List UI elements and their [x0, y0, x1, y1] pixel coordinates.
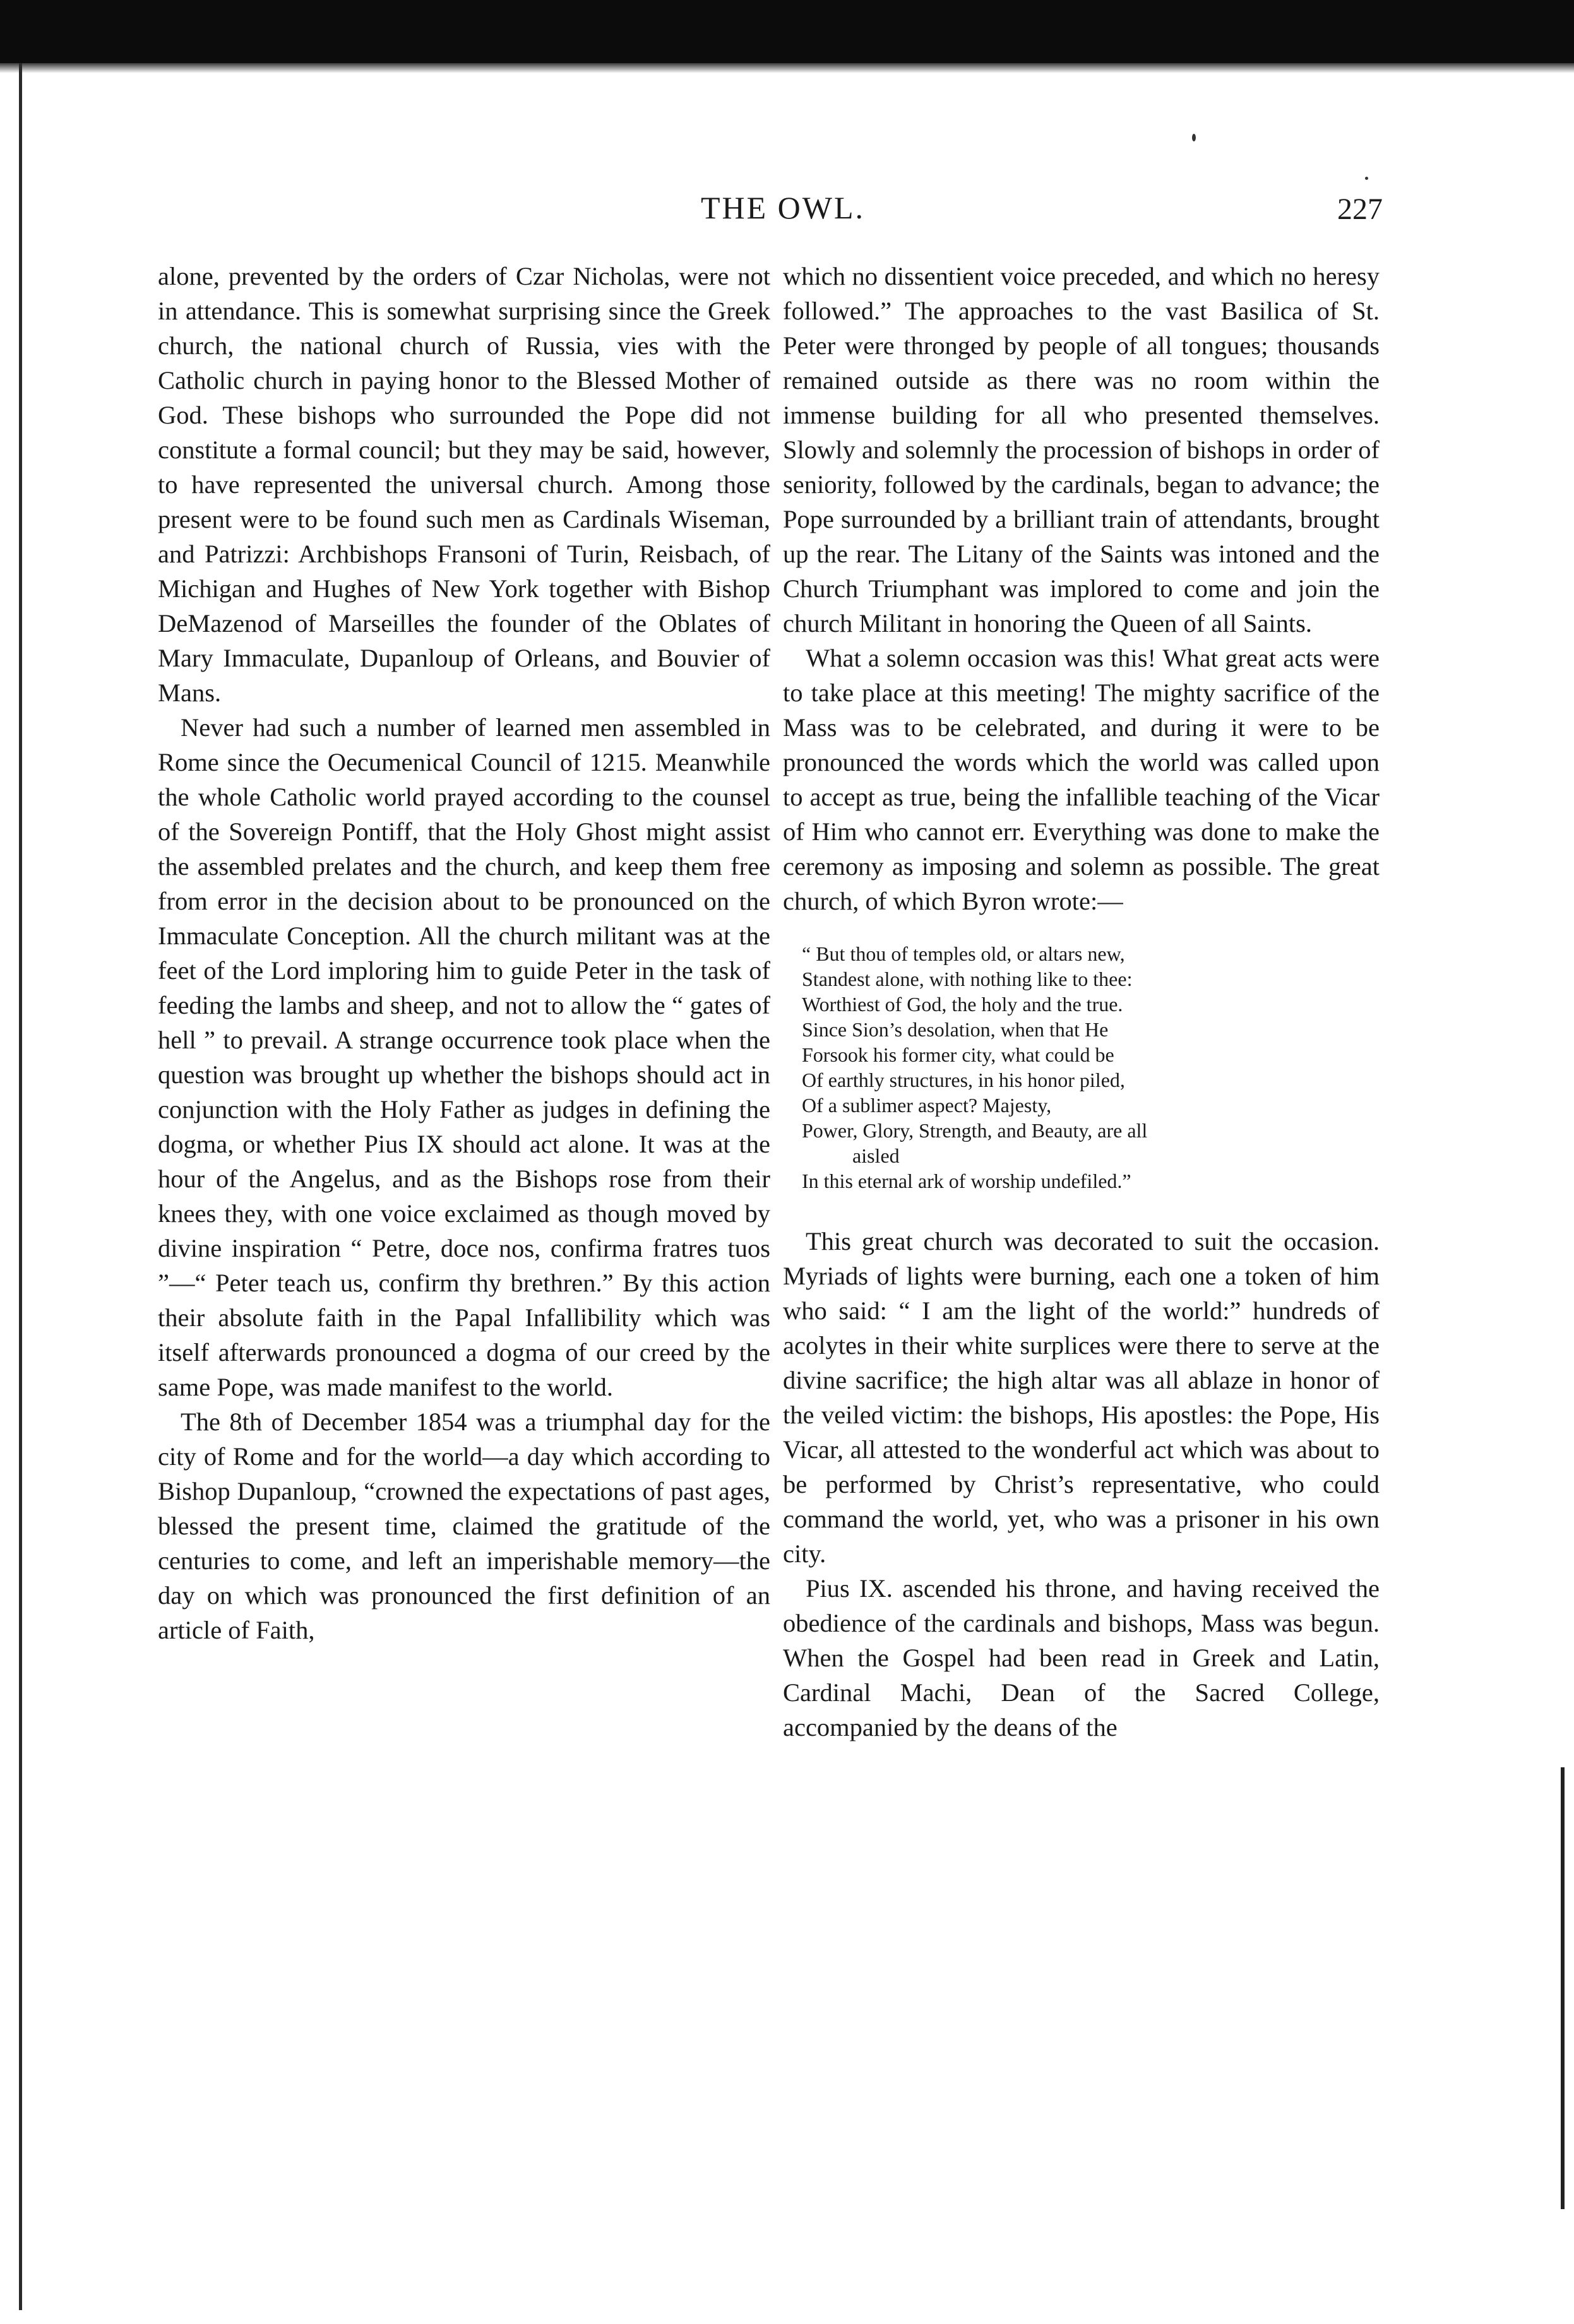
paragraph: Pius IX. ascended his throne, and having received the obedience of the cardinals and bishops, Mass was begun. When the Gospel had been read in Greek and Latin, Cardinal Machi, Dean of the Sacred College, accompanied by the deans of the: [783, 1574, 1380, 1741]
verse-line: “ But thou of temples old, or altars new,: [802, 942, 1125, 965]
verse-line: Worthiest of God, the holy and the true.: [802, 993, 1123, 1016]
scan-top-border: [0, 0, 1574, 63]
verse-line: In this eternal ark of worship undefiled.”: [802, 1170, 1131, 1192]
verse-line: Since Sion’s desolation, when that He: [802, 1018, 1109, 1041]
paragraph: The 8th of December 1854 was a triumphal day for the city of Rome and for the world—a day which according to Bishop Dupanloup, “crowned the expectations of past ages, blessed the present time, claimed the gratitude of the centuries to come, and left an imperishable memory—the day on which was pronounced the first definition of an article of Faith,: [158, 1408, 770, 1644]
scan-right-border: [1561, 1767, 1565, 2209]
verse-line: Of earthly structures, in his honor piled,: [802, 1069, 1125, 1091]
byron-quotation: [802, 941, 1380, 1194]
scan-left-border: [19, 63, 22, 2310]
left-column: [158, 259, 770, 1647]
page-number: 227: [1337, 193, 1383, 226]
verse-line: Of a sublimer aspect? Majesty,: [802, 1094, 1052, 1117]
paragraph: alone, prevented by the orders of Czar Nicholas, were not in attendance. This is somewhat surprising since the Greek church, the national church of Russia, vies with the Catholic church in paying honor to the Blessed Mother of God. These bishops who surrounded the Pope did not constitute a formal council; but they may be said, however, to have represented the universal church. Among those present were to be found such men as Cardinals Wiseman, and Patrizzi: Archbishops Fransoni of Turin, Reisbach, of Michigan and Hughes of New York together with Bishop DeMazenod of Marseilles the founder of the Oblates of Mary Immaculate, Dupanloup of Orleans, and Bouvier of Mans.: [158, 262, 770, 707]
scan-top-border-shadow: [0, 63, 1574, 73]
verse-line: Power, Glory, Strength, and Beauty, are all: [802, 1119, 1148, 1142]
paragraph: which no dissentient voice preceded, and which no heresy followed.” The approaches to the vast Basilica of St. Peter were thronged by people of all tongues; thousands remained outside as there was no room within the immense building for all who presented themselves. Slowly and solemnly the procession of bishops in order of seniority, followed by the cardinals, began to advance; the Pope surrounded by a brilliant train of attendants, brought up the rear. The Litany of the Saints was intoned and the Church Triumphant was implored to come and join the church Militant in honoring the Queen of all Saints.: [783, 262, 1380, 637]
paragraph: Never had such a number of learned men assembled in Rome since the Oecumenical Council of 1215. Meanwhile the whole Catholic world prayed according to the counsel of the Sovereign Pontiff, that the Holy Ghost might assist the assembled prelates and the church, and keep them free from error in the decision about to be pronounced on the Immaculate Conception. All the church militant was at the feet of the Lord imploring him to guide Peter in the task of feeding the lambs and sheep, and not to allow the “ gates of hell ” to prevail. A strange occurrence took place when the question was brought up whether the bishops should act in conjunction with the Holy Father as judges in defining the dogma, or whether Pius IX should act alone. It was at the hour of the Angelus, and as the Bishops rose from their knees they, with one voice exclaimed as though moved by divine inspiration “ Petre, doce nos, confirma fratres tuos ”—“ Peter teach us, confirm thy brethren.” By this action their absolute faith in the Papal Infallibility which was itself afterwards pronounced a dogma of our creed by the same Pope, was made manifest to the world.: [158, 713, 770, 1401]
verse-line: Forsook his former city, what could be: [802, 1043, 1114, 1066]
verse-line: Standest alone, with nothing like to thee:: [802, 968, 1133, 990]
running-title: THE OWL.: [700, 190, 866, 225]
verse-line: aisled: [852, 1144, 900, 1167]
paragraph: This great church was decorated to suit the occasion. Myriads of lights were burning, each one a token of him who said: “ I am the light of the world:” hundreds of acolytes in their white surplices were there to serve at the divine sacrifice; the high altar was all ablaze in honor of the veiled victim: the bishops, His apostles: the Pope, His Vicar, all attested to the wonderful act which was about to be performed by Christ’s representative, who could command the world, yet, who was a prisoner in his own city.: [783, 1227, 1380, 1568]
paragraph: What a solemn occasion was this! What great acts were to take place at this meeting! The mighty sacrifice of the Mass was to be celebrated, and during it were to be pronounced the words which the world was called upon to accept as true, being the infallible teaching of the Vicar of Him who cannot err. Everything was done to make the ceremony as imposing and solemn as possible. The great church, of which Byron wrote:—: [783, 644, 1380, 915]
page-header: [152, 189, 1414, 240]
right-column: [783, 259, 1380, 1745]
